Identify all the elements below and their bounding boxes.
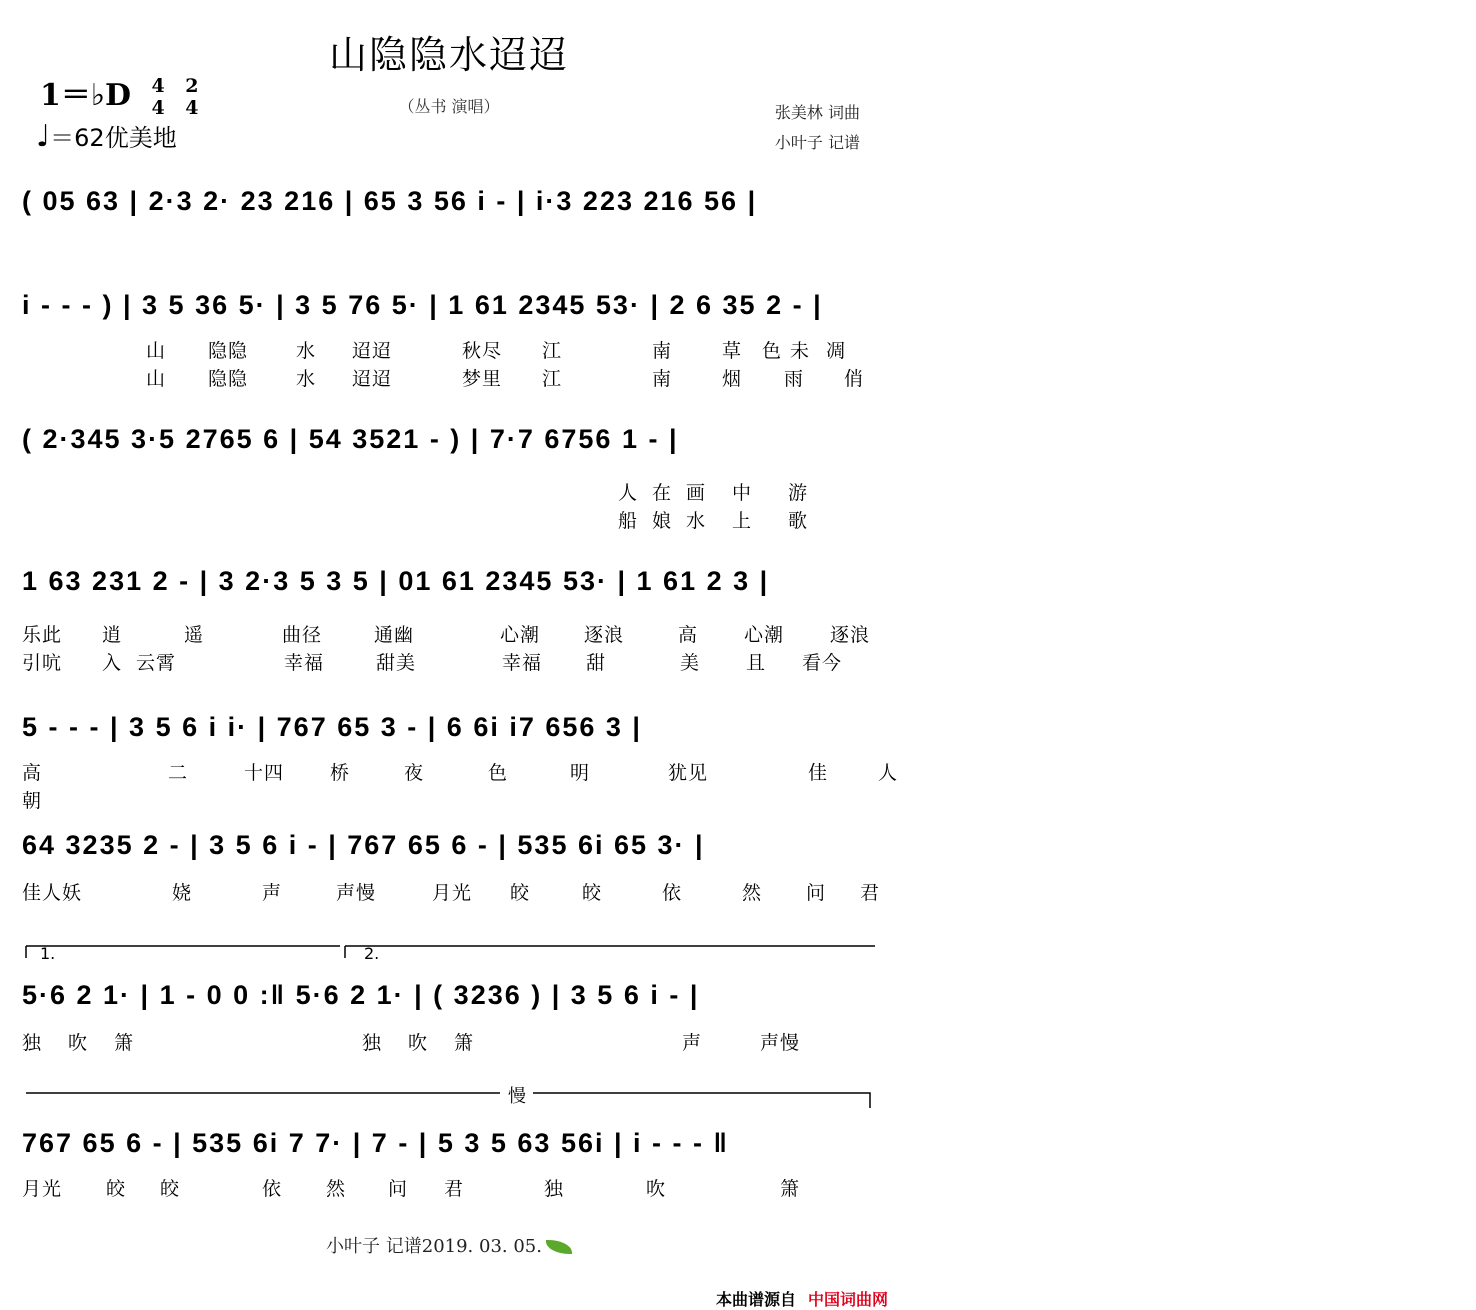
tempo-expression: 优美地	[104, 124, 177, 152]
system-2-notation: i - - - ) | 3 5 36 5· | 3 5 76 5· | 1 61 2345 53· | 2 6 35 2 - |	[22, 290, 823, 320]
system-3-lyrics-verse-1: 人 在 画 中 游	[618, 482, 809, 504]
system-5-lyrics-verse-1: 高 二 十四 桥 夜 色 明 犹见 佳 人	[22, 762, 899, 784]
system-6-lyrics: 佳人妖 娆 声 声慢 月光 皎 皎 依 然 问 君	[22, 882, 881, 904]
system-6-notation: 64 3235 2 - | 3 5 6 i - | 767 65 6 - | 535 6i 65 3· |	[22, 830, 705, 860]
system-3-lyrics-verse-2: 船 娘 水 上 歌	[618, 510, 809, 532]
system-8-notation: 767 65 6 - | 535 6i 7 7· | 7 - | 5 3 5 63 56i | i - - - ‖	[22, 1128, 729, 1158]
leaf-icon	[546, 1240, 572, 1254]
system-8-lyrics: 月光 皎 皎 依 然 问 君 独 吹 箫	[22, 1178, 801, 1200]
quarter-note-icon: ♩	[36, 119, 51, 154]
lyricist-credit: 张美林 词曲	[774, 103, 860, 122]
system-2-lyrics-verse-1: 山 隐隐 水 迢迢 秋尽 江 南 草 色 未 凋	[146, 340, 847, 362]
system-4-notation: 1 63 231 2 - | 3 2·3 5 3 5 | 01 61 2345 53· | 1 61 2 3 |	[22, 566, 770, 596]
system-1-notation: ( 05 63 | 2·3 2· 23 216 | 65 3 56 i - | i·3 223 216 56 |	[22, 186, 758, 216]
source-credit: 本曲谱源自 中国词曲网	[715, 1290, 888, 1309]
performer-note: （丛书 演唱）	[398, 97, 500, 116]
system-4-lyrics-verse-2: 引吭 入 云霄 幸福 甜美 幸福 甜 美 且 看今	[22, 652, 843, 674]
transcription-date: 小叶子 记谱2019. 03. 05.	[0, 1232, 898, 1258]
volta-2-label: 2.	[364, 944, 380, 963]
system-4-lyrics-verse-1: 乐此 逍 遥 曲径 通幽 心潮 逐浪 高 心潮 逐浪	[22, 624, 871, 646]
transcriber-credit: 小叶子 记谱	[774, 133, 860, 152]
key-label: 1＝♭D	[40, 78, 132, 113]
source-site-link[interactable]: 中国词曲网	[807, 1290, 888, 1309]
time-signature-b: 2 4	[185, 75, 199, 119]
system-7-notation: 5·6 2 1· | 1 - 0 0 :‖ 5·6 2 1· | ( 3236 ) | 3 5 6 i - |	[22, 980, 700, 1010]
system-2-lyrics-verse-2: 山 隐隐 水 迢迢 梦里 江 南 烟 雨 俏	[146, 368, 865, 390]
system-7-lyrics: 独 吹 箫 独 吹 箫 声 声慢	[22, 1032, 801, 1054]
tempo-slow-mark: 慢	[508, 1086, 526, 1107]
time-signature-a: 4 4	[151, 75, 165, 119]
volta-1-label: 1.	[40, 944, 56, 963]
system-5-lyrics-verse-2: 朝	[22, 790, 43, 812]
tempo-value: ＝62	[50, 124, 105, 152]
song-title: 山隐隐水迢迢	[328, 33, 569, 77]
system-5-notation: 5 - - - | 3 5 6 i i· | 767 65 3 - | 6 6i i7 656 3 |	[22, 712, 642, 742]
system-3-notation: ( 2·345 3·5 2765 6 | 54 3521 - ) | 7·7 6756 1 - |	[22, 424, 679, 454]
